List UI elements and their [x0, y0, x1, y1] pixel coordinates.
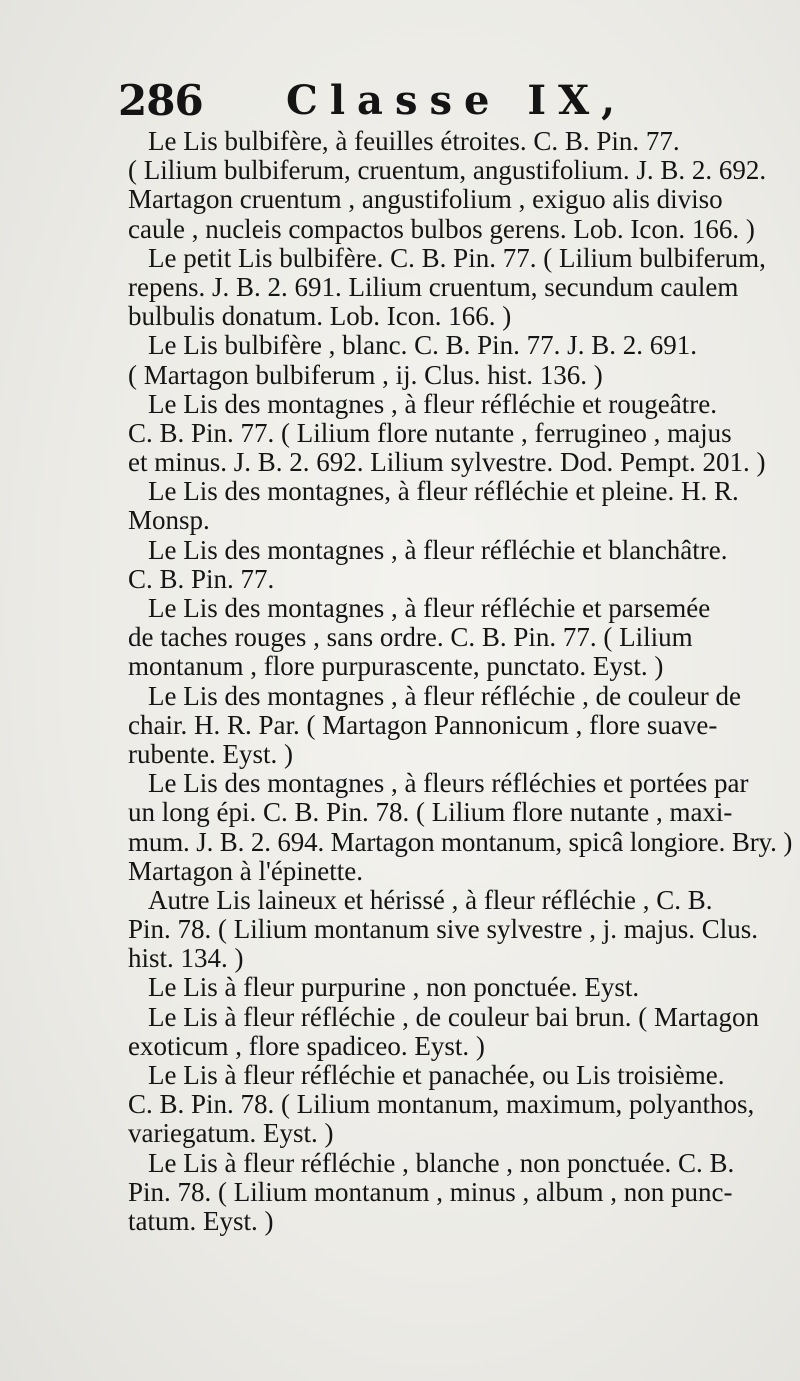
page-header [118, 74, 778, 134]
running-head: Classe IX, [286, 77, 628, 124]
text-line: Le Lis bulbifère, à feuilles étroites. C. B. Pin. 77. [148, 126, 680, 156]
text-line: Le Lis à fleur réfléchie , de couleur bai brun. ( Martagon [148, 1001, 759, 1032]
text-line: Monsp. [128, 505, 210, 536]
text-line: ( Martagon bulbiferum , ij. Clus. hist. 136. ) [128, 359, 603, 390]
paragraph [128, 682, 788, 770]
text-line: Pin. 78. ( Lilium montanum , minus , album , non punc- [128, 1176, 733, 1207]
paragraph [128, 331, 788, 389]
text-line: Autre Lis laineux et hérissé , à fleur réfléchie , C. B. [148, 884, 713, 915]
text-line: caule , nucleis compactos bulbos gerens. Lob. Icon. 166. ) [128, 213, 755, 244]
text-line: un long épi. C. B. Pin. 78. ( Lilium flore nutante , maxi- [128, 797, 733, 828]
text-line: tatum. Eyst. ) [128, 1205, 274, 1236]
text-line: C. B. Pin. 77. [128, 563, 275, 594]
text-line: Le Lis des montagnes , à fleur réfléchie et rougeâtre. [148, 388, 717, 419]
text-line: C. B. Pin. 78. ( Lilium montanum, maximum, polyanthos, [128, 1089, 755, 1120]
paragraph [128, 127, 788, 244]
text-line: Le Lis des montagnes, à fleur réfléchie et pleine. H. R. [148, 476, 739, 507]
text-line: Le Lis des montagnes , à fleur réfléchie , de couleur de [148, 680, 741, 711]
text-line: exoticum , flore spadiceo. Eyst. ) [128, 1030, 485, 1061]
text-line: de taches rouges , sans ordre. C. B. Pin. 77. ( Lilium [128, 622, 693, 653]
text-line: rubente. Eyst. ) [128, 738, 293, 769]
text-line: Martagon à l'épinette. [128, 855, 364, 886]
paragraph [128, 536, 788, 594]
paragraph [128, 973, 788, 1002]
page-number: 286 [118, 76, 203, 125]
paragraph [128, 477, 788, 535]
text-line: Le Lis bulbifère , blanc. C. B. Pin. 77. J. B. 2. 691. [148, 330, 697, 361]
text-line: Le Lis à fleur réfléchie et panachée, ou Lis troisième. [148, 1060, 725, 1090]
text-line: et minus. J. B. 2. 692. Lilium sylvestre. Dod. Pempt. 201. ) [128, 447, 766, 478]
text-line: Le Lis des montagnes , à fleurs réfléchies et portées par [148, 768, 749, 799]
paragraph [128, 1003, 788, 1061]
body-text [128, 126, 793, 1236]
paragraph [128, 768, 793, 886]
text-line: C. B. Pin. 77. ( Lilium flore nutante , ferrugineo , majus [128, 417, 732, 448]
text-line: hist. 134. ) [128, 943, 244, 974]
text-line: Le Lis des montagnes , à fleur réfléchie et blanchâtre. [148, 534, 728, 565]
paragraph [128, 244, 788, 332]
text-line: ( Lilium bulbiferum, cruentum, angustifolium. J. B. 2. 692. [128, 155, 767, 186]
text-line: Le petit Lis bulbifère. C. B. Pin. 77. ( Lilium bulbiferum, [148, 242, 766, 273]
paragraph [128, 1061, 788, 1149]
paragraph [128, 594, 788, 682]
text-line: bulbulis donatum. Lob. Icon. 166. ) [128, 301, 512, 332]
text-line: Le Lis à fleur purpurine , non ponctuée. Eyst. [148, 972, 640, 1003]
text-line: Le Lis à fleur réfléchie , blanche , non ponctuée. C. B. [148, 1147, 735, 1178]
text-line: Pin. 78. ( Lilium montanum sive sylvestre , j. majus. Clus. [128, 914, 758, 945]
text-line: Martagon cruentum , angustifolium , exiguo alis diviso [128, 184, 723, 215]
paragraph [128, 886, 788, 974]
text-line: variegatum. Eyst. ) [128, 1118, 334, 1149]
text-line: mum. J. B. 2. 694. Martagon montanum, spicâ longiore. Bry. ) [128, 826, 793, 857]
text-line: montanum , flore purpurascente, punctato. Eyst. ) [128, 651, 664, 682]
text-line: Le Lis des montagnes , à fleur réfléchie et parsemée [148, 593, 711, 623]
text-line: chair. H. R. Par. ( Martagon Pannonicum , flore suave- [128, 709, 718, 740]
paragraph [128, 1149, 788, 1237]
paragraph [128, 390, 788, 478]
text-line: repens. J. B. 2. 691. Lilium cruentum, secundum caulem [128, 271, 739, 302]
